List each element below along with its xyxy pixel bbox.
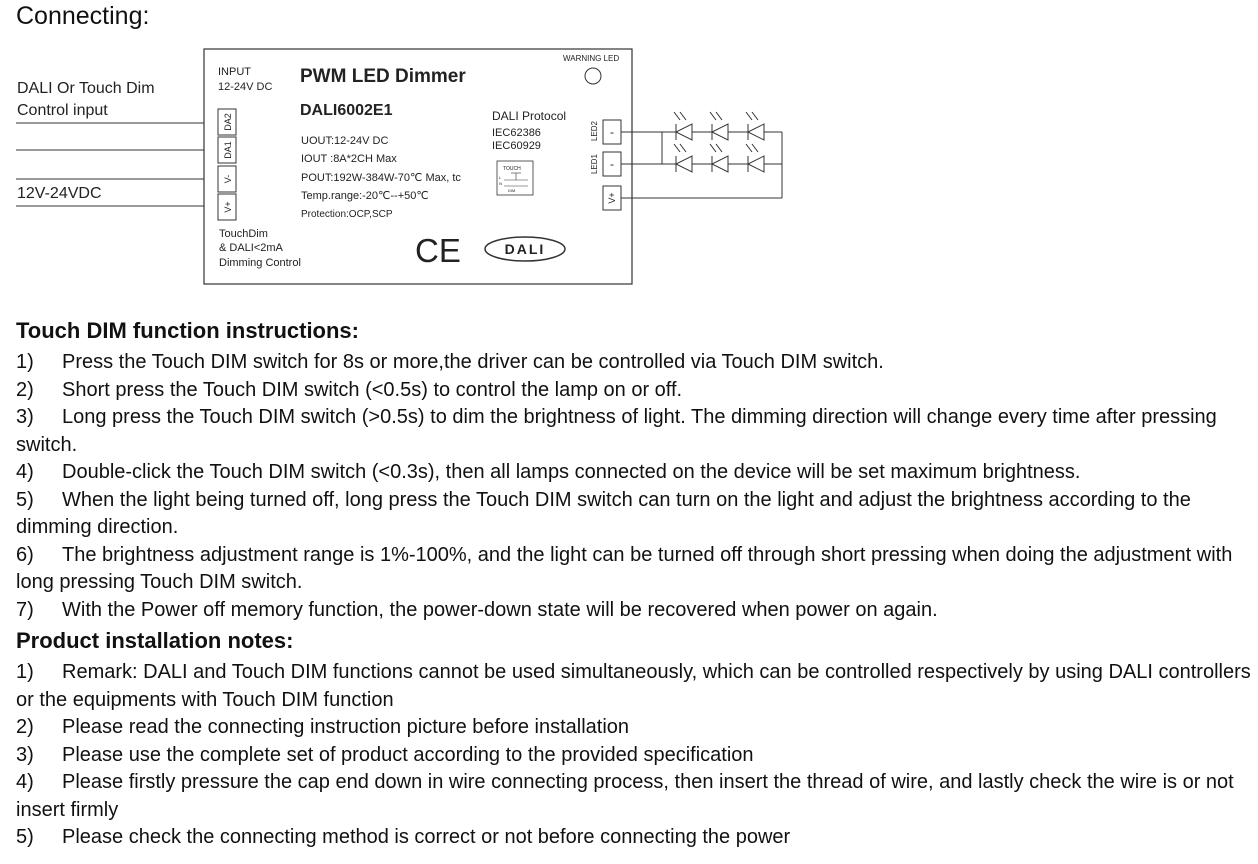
list-item: 7) With the Power off memory function, the power-down state will be recovered when power on again.: [16, 598, 938, 621]
led-diode-icon: [710, 112, 728, 140]
touch-instructions-list: [16, 349, 1251, 624]
list-item: 2) Please read the connecting instruction picture before installation: [16, 716, 630, 738]
bottom-text-3: Dimming Control: [219, 257, 301, 269]
bottom-text-1: TouchDim: [219, 228, 268, 240]
ce-mark-icon: CE: [415, 232, 461, 269]
dali-logo-icon: [485, 237, 565, 261]
list-item: 2) Short press the Touch DIM switch (<0.5s) to control the lamp on or off.: [16, 378, 683, 401]
terminal-led2-label: LED2: [590, 120, 599, 142]
spec-uout: UOUT:12-24V DC: [301, 135, 389, 147]
terminal-led1-label: LED1: [590, 153, 599, 175]
led-diode-icon: [710, 144, 728, 172]
led-diode-icon: [674, 144, 692, 172]
wiring-diagram-svg: [0, 40, 800, 300]
spec-temp: Temp.range:-20℃--+50℃: [301, 190, 429, 202]
warning-led-label: WARNING LED: [563, 54, 620, 63]
protocol-title: DALI Protocol: [492, 109, 567, 123]
terminal-vplus-out-sign: V+: [607, 192, 617, 204]
terminal-da1-label: DA1: [223, 141, 233, 159]
terminal-da2-label: DA2: [223, 113, 233, 131]
power-input-label: 12V-24VDC: [17, 185, 102, 202]
input-voltage-label: 12-24V DC: [218, 81, 273, 93]
device-title: PWM LED Dimmer: [300, 66, 466, 87]
led-diode-icon: [746, 112, 764, 140]
terminal-vminus-label: V-: [223, 174, 233, 184]
svg-text:L: L: [499, 175, 502, 180]
list-item: 3) Please use the complete set of product according to the provided specification: [16, 743, 754, 766]
list-item: 4) Please firstly pressure the cap end down in wire connecting process, then insert the thread of wire, and lastly check the wire is or not insert firmly: [16, 771, 1234, 821]
list-item: 3) Long press the Touch DIM switch (>0.5s) to dim the brightness of light. The dimming direction will change every time after pressing switch.: [16, 406, 1217, 456]
install-notes-list: [16, 659, 1251, 852]
list-item: 5) Please check the connecting method is correct or not before connecting the power: [16, 826, 791, 848]
page-heading: Connecting:: [16, 2, 150, 30]
protocol-std-2: IEC60929: [492, 140, 541, 152]
terminal-led2-sign: -: [610, 125, 614, 139]
spec-pout: POUT:192W-384W-70℃ Max, tc: [301, 172, 461, 184]
terminal-vplus-label: V+: [223, 201, 233, 213]
list-item: 6) The brightness adjustment range is 1%-100%, and the light can be turned off through short pressing when doing the adjustment with long pressing Touch DIM switch.: [16, 543, 1233, 593]
terminal-led1-sign: -: [610, 157, 614, 171]
protocol-std-1: IEC62386: [492, 127, 541, 139]
list-item: 5) When the light being turned off, long press the Touch DIM switch can turn on the light and adjust the brightness according to the dimming direction.: [16, 488, 1191, 538]
svg-text:N: N: [499, 181, 502, 186]
list-item: 1) Remark: DALI and Touch DIM functions cannot be used simultaneously, which can be controlled respectively by using DALI controllers or the equipments with Touch DIM function: [16, 661, 1251, 711]
bottom-text-2: & DALI<2mA: [219, 242, 283, 254]
list-item: 4) Double-click the Touch DIM switch (<0.3s), then all lamps connected on the device will be set maximum brightness.: [16, 461, 1081, 483]
spec-protection: Protection:OCP,SCP: [301, 209, 393, 220]
list-item: 1) Press the Touch DIM switch for 8s or more,the driver can be controlled via Touch DIM switch.: [16, 351, 884, 373]
dali-input-label-1: DALI Or Touch Dim: [17, 80, 155, 97]
led-diode-icon: [674, 112, 692, 140]
svg-text:TOUCH: TOUCH: [503, 166, 521, 172]
input-label: INPUT: [218, 66, 251, 78]
spec-iout: IOUT :8A*2CH Max: [301, 153, 397, 165]
touch-section-title: Touch DIM function instructions:: [16, 318, 359, 343]
wiring-diagram: [0, 40, 800, 300]
svg-text:DIM: DIM: [508, 188, 516, 193]
led-diode-icon: [746, 144, 764, 172]
svg-text:DALI: DALI: [504, 241, 546, 257]
install-section-title: Product installation notes:: [16, 628, 294, 653]
device-model: DALI6002E1: [300, 102, 393, 119]
dali-input-label-2: Control input: [17, 102, 108, 119]
